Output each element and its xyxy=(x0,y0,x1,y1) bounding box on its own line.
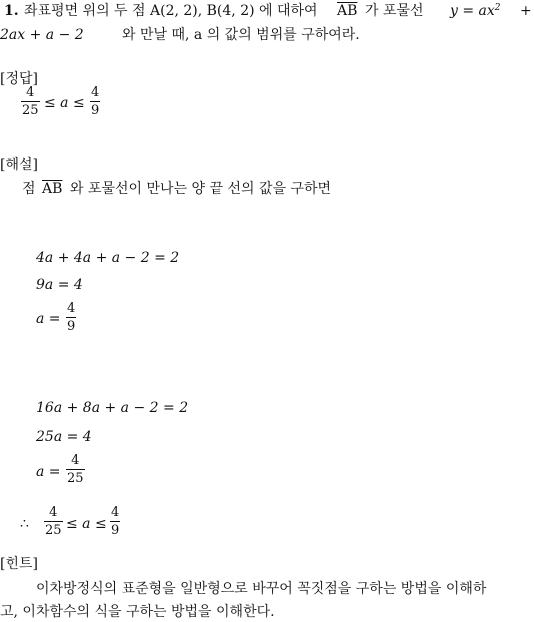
problem-line2-eq: 2ax + a − 2 xyxy=(0,27,84,43)
conclusion-inequality: ≤ a ≤ xyxy=(66,516,107,532)
block1-fraction: 4 9 xyxy=(67,301,76,334)
block2-fraction: 4 25 xyxy=(67,453,84,486)
equation-y: $y = ax^2$ xyxy=(450,3,501,19)
block1-eq1: 4a + 4a + a − 2 = 2 xyxy=(36,250,180,266)
answer-label: [정답] xyxy=(0,71,38,87)
problem-line1-b: 가 포물선 xyxy=(365,3,424,19)
answer-fraction-left: 4 25 xyxy=(22,85,39,118)
solution-segment-ab: $\overline{AB}$ xyxy=(42,181,63,197)
hint-label: [힌트] xyxy=(0,556,38,572)
solution-intro-a: 점 xyxy=(22,181,36,197)
block2-eq1: 16a + 8a + a − 2 = 2 xyxy=(36,400,189,416)
block2-eq2: 25a = 4 xyxy=(36,429,92,445)
conclusion-fraction-left: 4 25 xyxy=(45,505,62,538)
conclusion-fraction-right: 4 9 xyxy=(111,505,120,538)
problem-number: 1. xyxy=(4,3,19,19)
solution-intro-b: 와 포물선이 만나는 양 끝 선의 값을 구하면 xyxy=(70,181,332,197)
equation-plus: + xyxy=(520,3,532,19)
therefore-symbol: ∴ xyxy=(20,516,29,532)
answer-fraction-right: 4 9 xyxy=(91,85,100,118)
problem-line2: 와 만날 때, a 의 값의 범위를 구하여라. xyxy=(122,27,360,43)
block2-eq3: a = xyxy=(36,464,61,480)
hint-line2: 고, 이차함수의 식을 구하는 방법을 이해한다. xyxy=(0,604,275,620)
solution-label: [해설] xyxy=(0,157,38,173)
hint-line1: 이차방정식의 표준형을 일반형으로 바꾸어 꼭짓점을 구하는 방법을 이해하 xyxy=(36,581,487,597)
block1-eq2: 9a = 4 xyxy=(36,277,83,293)
block1-eq3: a = xyxy=(36,311,61,327)
segment-ab: $\overline{AB}$ xyxy=(337,3,358,19)
answer-inequality: ≤ a ≤ xyxy=(44,95,85,111)
problem-line1-a: 좌표평면 위의 두 점 A(2, 2), B(4, 2) 에 대하여 xyxy=(24,3,318,19)
